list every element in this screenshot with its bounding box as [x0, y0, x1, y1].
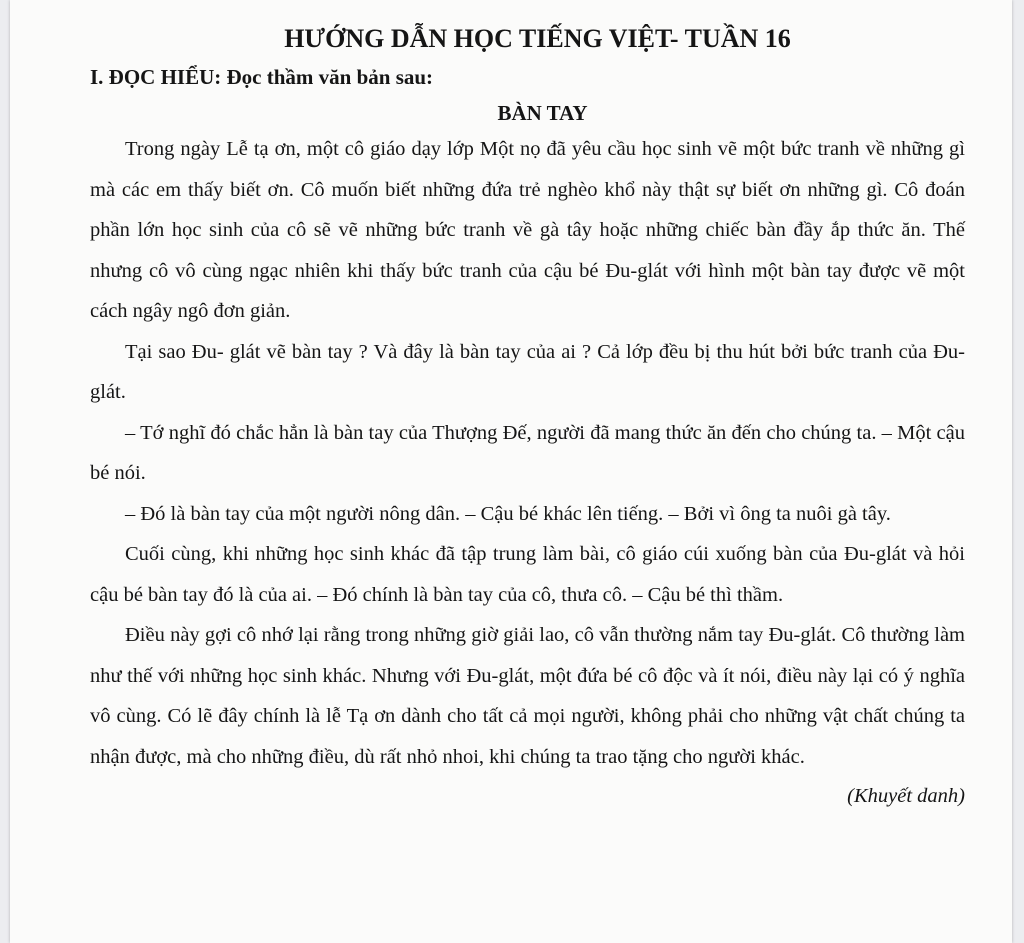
paragraph: Tại sao Đu- glát vẽ bàn tay ? Và đây là bàn tay của ai ? Cả lớp đều bị thu hút bởi bức tranh của Đu- glát.: [90, 340, 965, 403]
paragraph: Điều này gợi cô nhớ lại rằng trong những giờ giải lao, cô vẫn thường nắm tay Đu-glát. Cô thường làm như thế với những học sinh khác. Nhưng với Đu-glát, một đứa bé cô độc và ít nói, điều này lại có ý nghĩa vô cùng. Có lẽ đây chính là lễ Tạ ơn dành cho tất cả mọi người, không phải cho những vật chất chúng ta nhận được, mà cho những điều, dù rất nhỏ nhoi, khi chúng ta trao tặng cho người khác.: [90, 624, 965, 768]
document-content: [90, 20, 965, 813]
paragraph: – Tớ nghĩ đó chắc hẳn là bàn tay của Thượng Đế, người đã mang thức ăn đến cho chúng ta. – Một cậu bé nói.: [90, 421, 965, 484]
section-heading: I. ĐỌC HIỂU: Đọc thầm văn bản sau:: [90, 65, 434, 89]
paragraph: Trong ngày Lễ tạ ơn, một cô giáo dạy lớp Một nọ đã yêu cầu học sinh vẽ một bức tranh về những gì mà các em thấy biết ơn. Cô muốn biết những đứa trẻ nghèo khổ này thật sự biết ơn những gì. Cô đoán phần lớn học sinh của cô sẽ vẽ những bức tranh về gà tây hoặc những chiếc bàn đầy ắp thức ăn. Thế nhưng cô vô cùng ngạc nhiên khi thấy bức tranh của cậu bé Đu-glát với hình một bàn tay được vẽ một cách ngây ngô đơn giản.: [90, 138, 965, 322]
paragraph: – Đó là bàn tay của một người nông dân. – Cậu bé khác lên tiếng. – Bởi vì ông ta nuôi gà tây.: [125, 502, 891, 525]
page-title: HƯỚNG DẪN HỌC TIẾNG VIỆT- TUẦN 16: [284, 24, 791, 53]
author-credit: (Khuyết danh): [847, 785, 965, 807]
document-page: [10, 0, 1012, 943]
story-body: [90, 129, 965, 777]
paragraph: Cuối cùng, khi những học sinh khác đã tập trung làm bài, cô giáo cúi xuống bàn của Đu-glát và hỏi cậu bé bàn tay đó là của ai. – Đó chính là bàn tay của cô, thưa cô. – Cậu bé thì thầm.: [90, 543, 965, 606]
story-title: BÀN TAY: [497, 101, 588, 125]
